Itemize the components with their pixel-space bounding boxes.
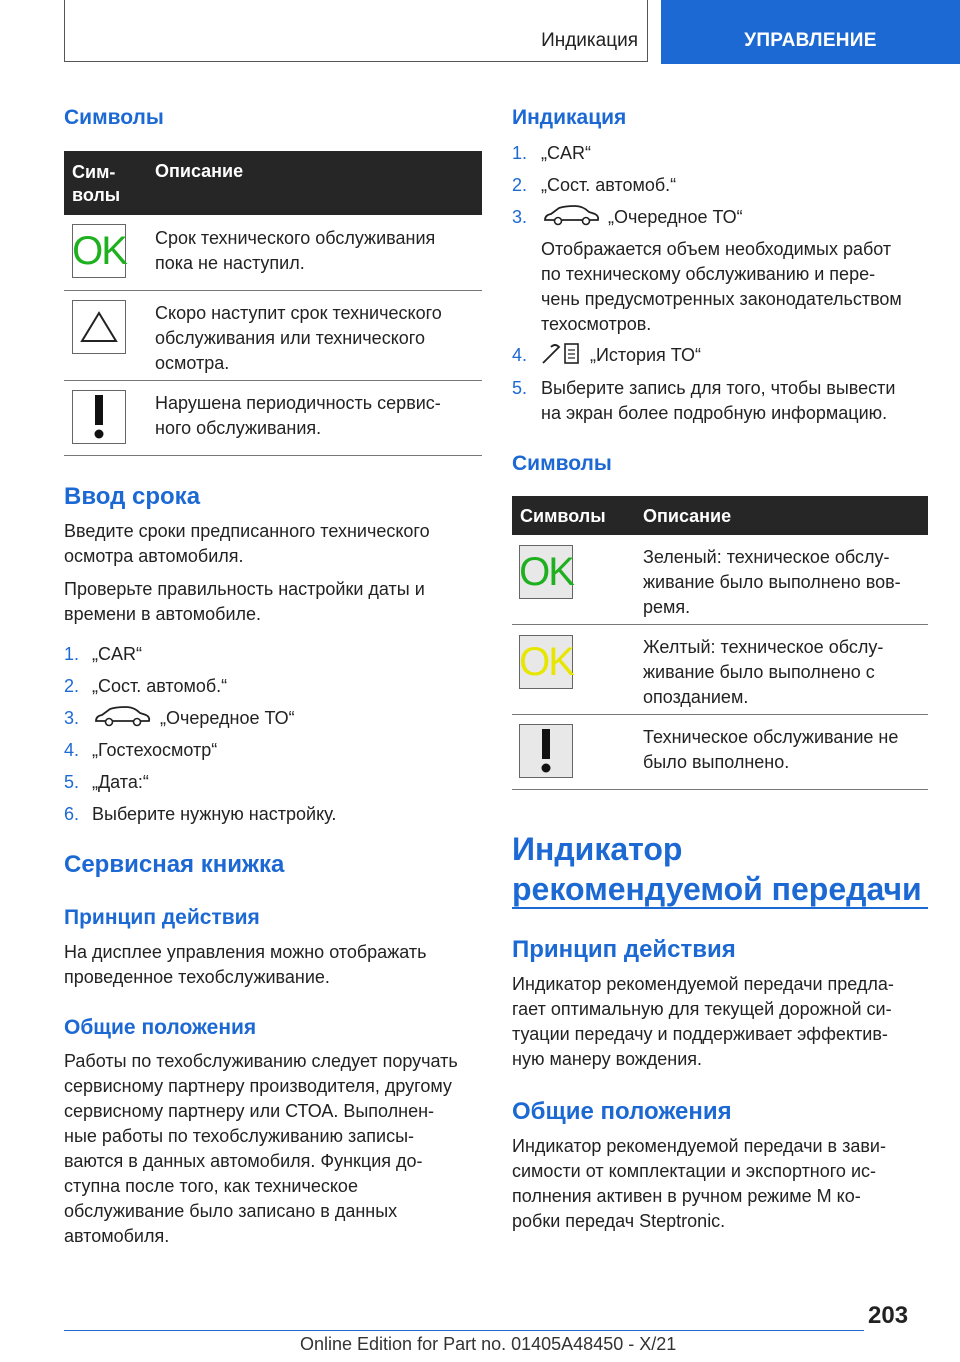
list-item-text: „Очередное ТО“ bbox=[160, 708, 295, 728]
principle-text: Индикатор рекомендуемой передачи предла- гает оптимальную для текущей дорожной си- туации передачу и поддерживает эффектив- ную манеру вождения. bbox=[512, 974, 894, 1069]
car-icon bbox=[92, 704, 152, 733]
ok-yellow-icon: OK bbox=[519, 635, 573, 689]
date-entry-heading: Ввод срока bbox=[64, 483, 201, 510]
col-description: Описание bbox=[643, 506, 732, 526]
footer-divider bbox=[64, 1330, 864, 1331]
list-item: 4. bbox=[512, 345, 528, 365]
principle-text: На дисплее управления можно отображать проведенное техобслуживание. bbox=[64, 942, 427, 987]
exclamation-icon bbox=[72, 390, 126, 444]
chapter-label: УПРАВЛЕНИЕ bbox=[744, 30, 877, 51]
exclamation-icon bbox=[519, 724, 573, 778]
date-entry-paragraph: Проверьте правильность настройки даты и времени в автомобиле. bbox=[64, 579, 425, 624]
list-item: 2. bbox=[64, 676, 80, 696]
ok-icon: OK bbox=[72, 224, 126, 278]
col-symbols: Символы bbox=[520, 506, 606, 526]
list-item-text: Выберите запись для того, чтобы вывести на экран более подробную информацию. bbox=[541, 378, 896, 423]
list-item: 4. bbox=[64, 740, 80, 760]
row-divider bbox=[64, 290, 482, 291]
symbol-description: Желтый: техническое обслу- живание было выполнено с опозданием. bbox=[643, 637, 884, 707]
list-item: 1. bbox=[64, 644, 80, 664]
list-item: 3. bbox=[64, 708, 80, 728]
display-heading: Индикация bbox=[512, 106, 627, 129]
general-heading: Общие положения bbox=[512, 1098, 732, 1125]
symbols-heading: Символы bbox=[64, 106, 164, 129]
row-divider bbox=[64, 380, 482, 381]
car-icon bbox=[541, 203, 601, 232]
symbols-table-header bbox=[64, 151, 482, 215]
page-number: 203 bbox=[868, 1302, 909, 1329]
service-book-heading: Сервисная книжка bbox=[64, 851, 285, 878]
symbols-heading: Символы bbox=[512, 452, 612, 475]
symbol-description: Скоро наступит срок технического обслуживания или технического осмотра. bbox=[155, 303, 442, 373]
list-item: 3. bbox=[512, 207, 528, 227]
date-entry-paragraph: Введите сроки предписанного технического осмотра автомобиля. bbox=[64, 521, 430, 566]
ok-green-icon: OK bbox=[519, 545, 573, 599]
list-item-text: „История ТО“ bbox=[590, 345, 701, 365]
list-item-text: „CAR“ bbox=[541, 143, 591, 163]
heading-underline bbox=[512, 907, 928, 909]
list-item: 5. bbox=[512, 378, 528, 398]
col-description: Описание bbox=[155, 161, 244, 181]
list-item-text: Выберите нужную настройку. bbox=[92, 804, 337, 824]
symbols-table-header bbox=[512, 496, 928, 535]
row-divider bbox=[512, 624, 928, 625]
list-item: 6. bbox=[64, 804, 80, 824]
footer-edition: Online Edition for Part no. 01405A48450 - X/21 bbox=[300, 1334, 677, 1354]
list-item-text: Отображается объем необходимых работ по техническому обслуживанию и пере- чень предусмотренных законодательством техосмотров. bbox=[541, 239, 902, 334]
principle-heading: Принцип действия bbox=[64, 906, 260, 929]
list-item-text: „Очередное ТО“ bbox=[608, 207, 743, 227]
general-text: Работы по техобслуживанию следует поручать сервисному партнеру производителя, другому сервисному партнеру или СТОА. Выполнен- ные работы по техобслуживанию записы- ваются в данных автомобиля. Функция до- ступна после того, как техническое обслуживание было записано в данных автомобиля. bbox=[64, 1051, 458, 1246]
list-item: 1. bbox=[512, 143, 528, 163]
header-section-title: Индикация bbox=[541, 30, 638, 51]
list-item-text: „Дата:“ bbox=[92, 772, 149, 792]
symbol-description: Срок технического обслуживания пока не наступил. bbox=[155, 228, 436, 273]
header-chapter-tab[interactable] bbox=[661, 0, 960, 64]
row-divider bbox=[512, 714, 928, 715]
service-history-icon bbox=[541, 341, 581, 372]
general-text: Индикатор рекомендуемой передачи в зави- симости от комплектации и экспортного ис- полнения активен в ручном режиме M ко- робки передач Steptronic. bbox=[512, 1136, 886, 1231]
list-item: 5. bbox=[64, 772, 80, 792]
gear-indicator-heading: Индикатор рекомендуемой передачи bbox=[512, 831, 922, 907]
list-item-text: „Сост. автомоб.“ bbox=[541, 175, 677, 195]
row-divider bbox=[64, 455, 482, 456]
symbol-description: Техническое обслуживание не было выполнено. bbox=[643, 727, 899, 772]
symbol-description: Нарушена периодичность сервис- ного обслуживания. bbox=[155, 393, 441, 438]
col-symbols: Сим- волы bbox=[72, 162, 121, 205]
principle-heading: Принцип действия bbox=[512, 936, 736, 963]
general-heading: Общие положения bbox=[64, 1016, 257, 1039]
list-item-text: „CAR“ bbox=[92, 644, 142, 664]
row-divider bbox=[512, 789, 928, 790]
warning-triangle-icon bbox=[72, 300, 126, 354]
list-item-text: „Гостехосмотр“ bbox=[92, 740, 218, 760]
list-item: 2. bbox=[512, 175, 528, 195]
list-item-text: „Сост. автомоб.“ bbox=[92, 676, 228, 696]
symbol-description: Зеленый: техническое обслу- живание было выполнено вов- ремя. bbox=[643, 547, 901, 617]
